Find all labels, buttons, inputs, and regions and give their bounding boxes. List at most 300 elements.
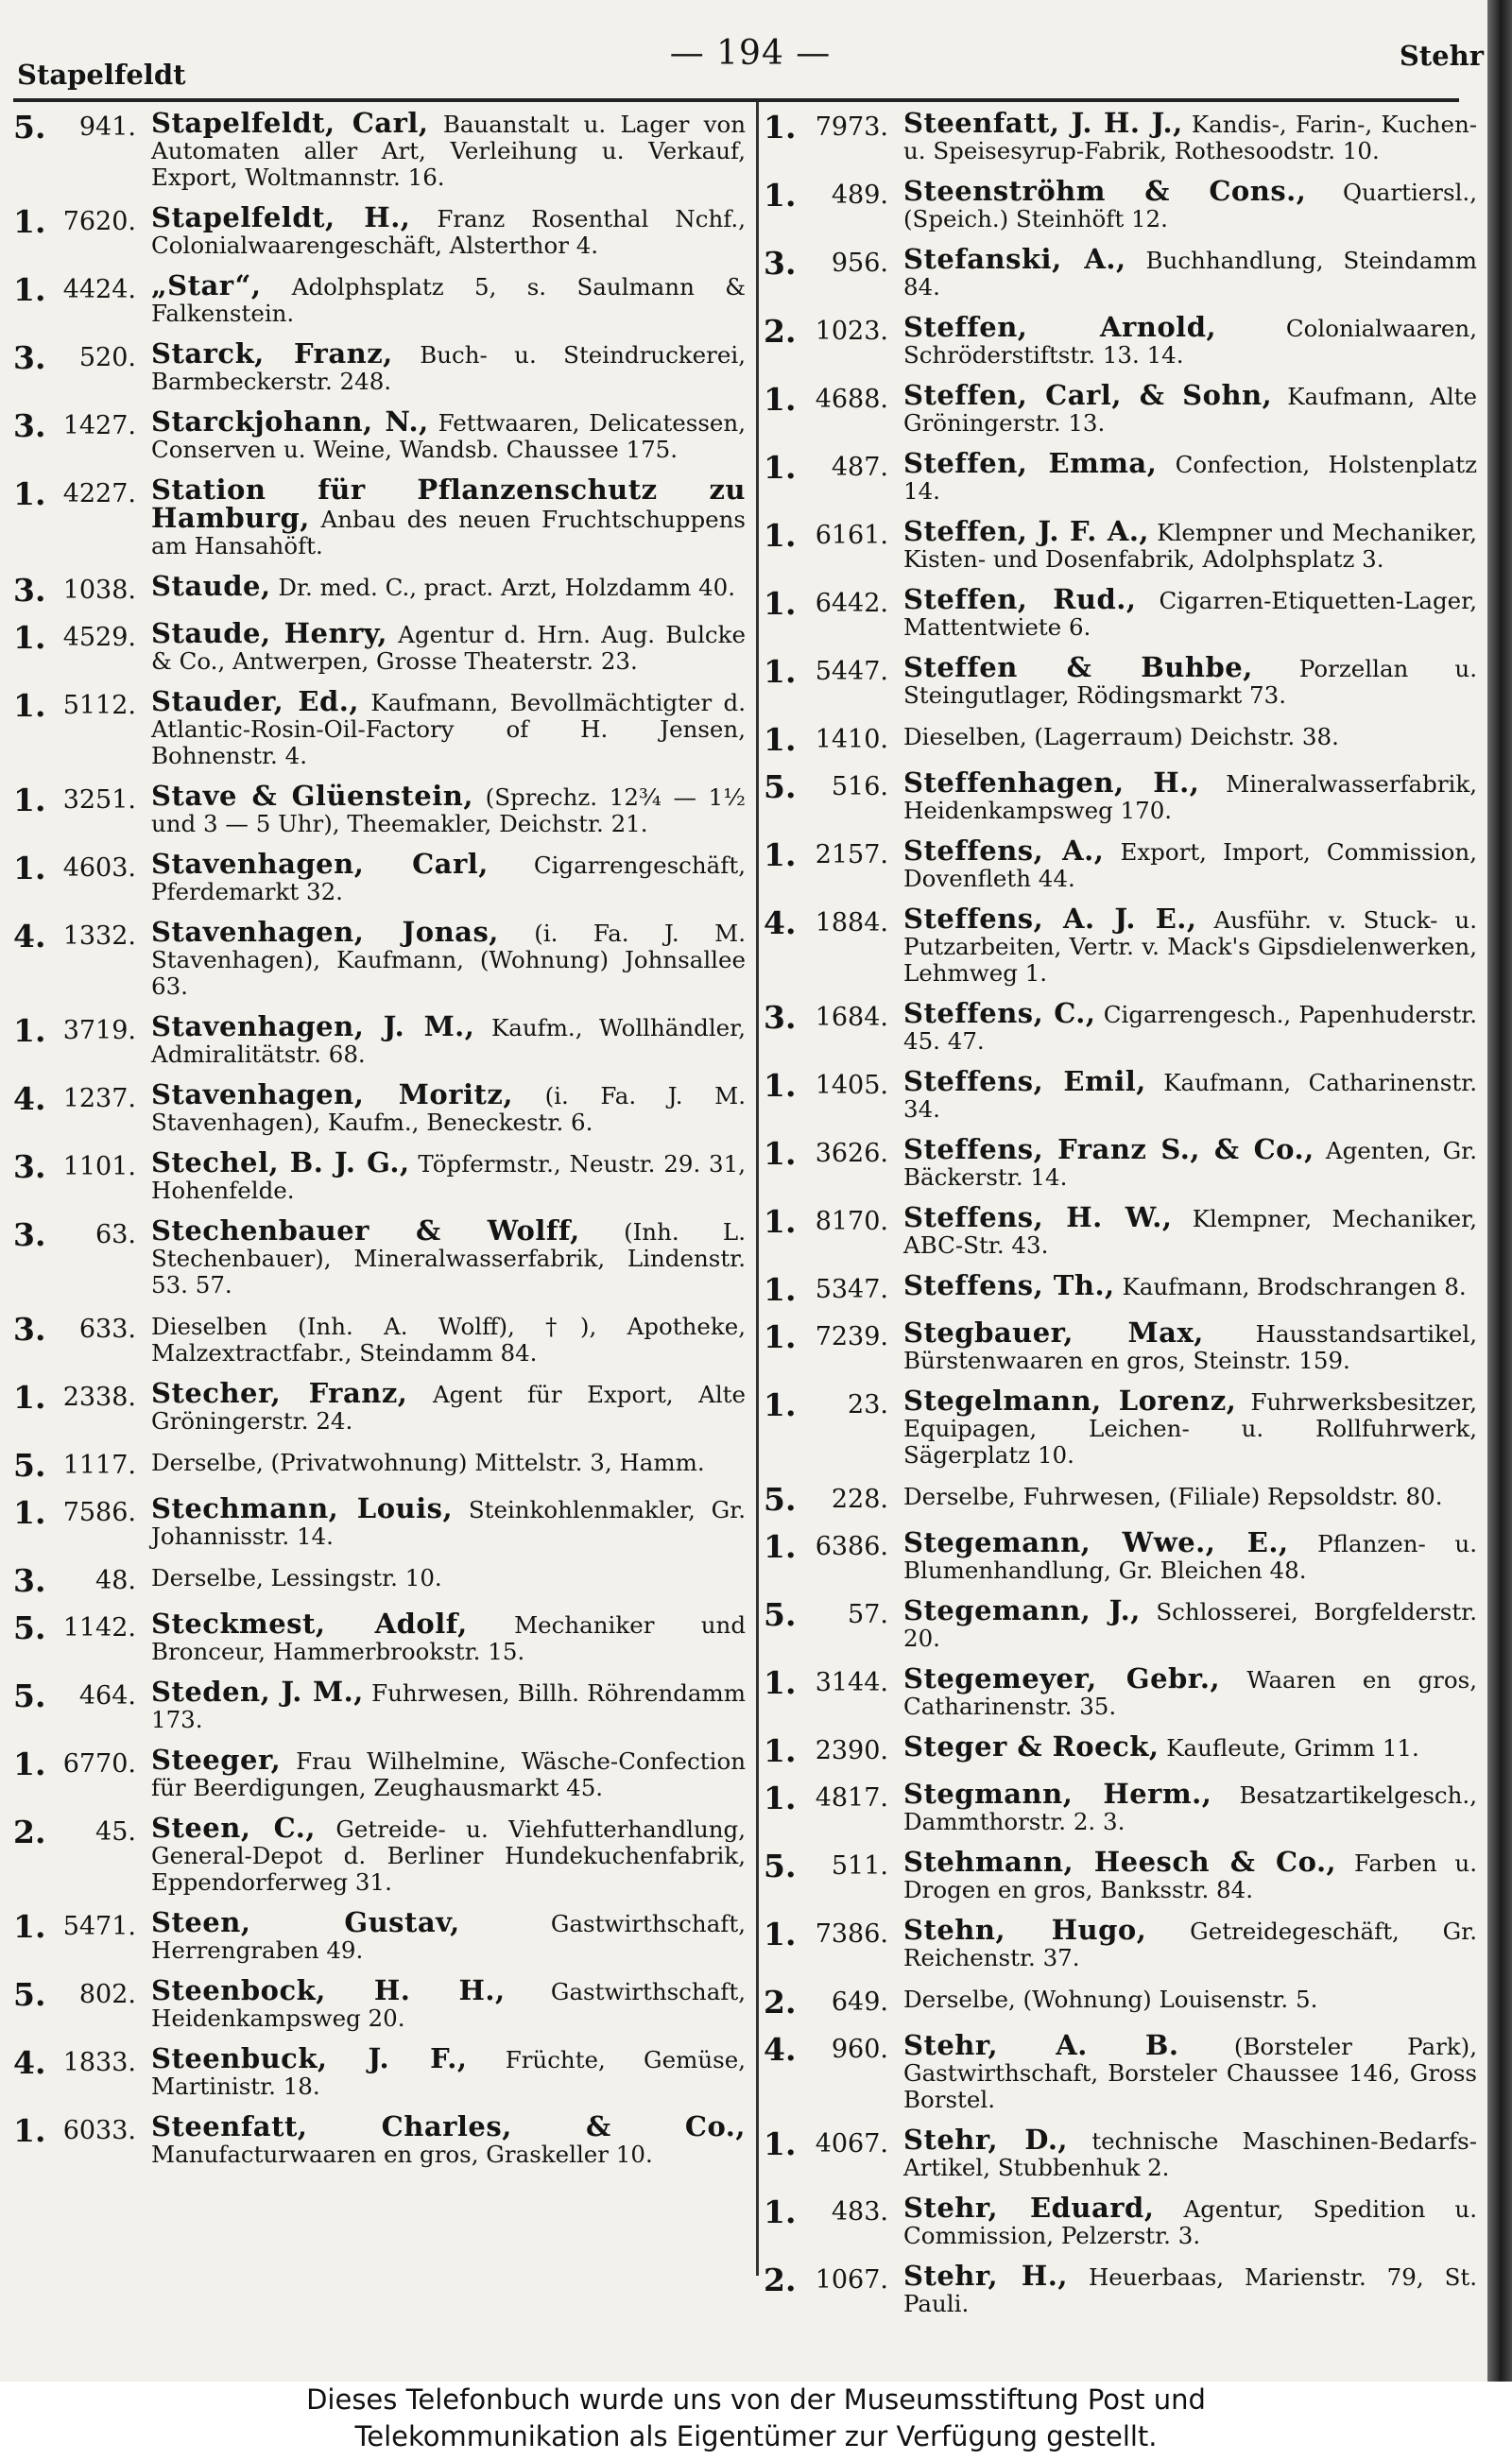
directory-entry [764,2262,1477,2317]
entry-details: Mechaniker und Bronceur, Hammerbrookstr. 15. [151,1611,746,1665]
entry-zone: 5. [13,1976,46,2013]
directory-entry [13,617,746,675]
entry-name: Stave & Glüenstein, [151,780,473,812]
entry-zone: 1. [764,381,797,418]
entry-name: Station für Pflanzenschutz zu Hamburg, [151,473,746,534]
footer-line-1: Dieses Telefonbuch wurde uns von der Museumsstiftung Post und [306,2383,1206,2416]
entry-phone-number: 7620. [62,207,136,236]
entry-phone-number: 1884. [815,908,888,938]
entry-text [903,175,1477,232]
entry-name: Stegbauer, Max, [903,1316,1204,1349]
entry-zone: 4. [13,918,46,955]
entry-text [903,834,1477,892]
entry-details: Confection, Holstenplatz 14. [903,451,1477,505]
directory-entry [764,1482,1477,1516]
entry-phone-number: 483. [831,2197,888,2227]
entry-phone-number: 4603. [62,853,136,883]
directory-entry [13,473,746,559]
entry-zone: 1. [764,1528,797,1565]
entry-name: Staude, Henry, [151,617,387,649]
entry-text [903,1730,1477,1763]
header-first-entry: Stapelfeldt [17,59,186,91]
entry-text [151,1492,746,1550]
entry-text [903,2029,1477,2113]
entry-details: Derselbe, Fuhrwesen, (Filiale) Repsoldstr. 80. [903,1483,1443,1510]
directory-entry [764,243,1477,301]
entry-details: Agentur, Spedition u. Commission, Pelzerstr. 3. [903,2195,1477,2249]
entry-zone: 5. [764,1596,797,1633]
entry-zone: 1. [764,449,797,486]
entry-name: Steffen & Buhbe, [903,651,1253,683]
entry-text [151,337,746,395]
entry-name: Steenfatt, J. H. J., [903,107,1183,139]
entry-zone: 1. [764,1386,797,1423]
entry-zone: 1. [764,653,797,690]
directory-entry [764,2126,1477,2181]
entry-phone-number: 1332. [62,921,136,951]
entry-details: Fuhrwerksbesitzer, Equipagen, Leichen- u. Rollfuhrwerk, Sägerplatz 10. [903,1388,1477,1469]
directory-entry [13,107,746,191]
entry-zone: 1. [764,836,797,873]
entry-phone-number: 4688. [815,385,888,414]
entry-details: Schlosserei, Borgfelderstr. 20. [903,1598,1477,1652]
entry-details: Kaufmann, Alte Gröningerstr. 13. [903,383,1477,437]
directory-entry [764,1526,1477,1584]
entry-name: Steffens, Emil, [903,1065,1146,1097]
entry-name: Stavenhagen, J. M., [151,1010,475,1042]
entry-zone: 1. [13,687,46,724]
entry-phone-number: 1142. [62,1613,136,1643]
directory-entry [764,1730,1477,1769]
entry-text [903,1780,1477,1835]
directory-entry [764,651,1477,709]
entry-text [903,1985,1477,2013]
entry-details: Anbau des neuen Fruchtschuppens am Hansahöft. [151,506,746,559]
directory-entry [764,1662,1477,1720]
entry-name: Steenfatt, Charles, & Co., [151,2110,746,2142]
entry-zone: 5. [13,109,46,146]
entry-phone-number: 2338. [62,1383,136,1412]
directory-entry [764,379,1477,437]
directory-entry [764,447,1477,505]
entry-details: Dieselben, (Lagerraum) Deichstr. 38. [903,723,1339,750]
entry-name: Stapelfeldt, H., [151,201,411,233]
entry-text [151,1146,746,1204]
entry-phone-number: 633. [78,1315,136,1344]
entry-text [151,1448,746,1476]
entry-phone-number: 6770. [62,1749,136,1779]
entry-name: Stecher, Franz, [151,1377,408,1409]
entry-zone: 5. [764,1481,797,1518]
entry-details: Buch- u. Steindruckerei, Barmbeckerstr. 248. [151,341,746,395]
entry-zone: 1. [13,1012,46,1049]
entry-phone-number: 5347. [815,1275,888,1304]
entry-zone: 2. [764,2262,797,2298]
entry-text [151,1010,746,1068]
entry-zone: 1. [764,1318,797,1355]
entry-name: Starck, Franz, [151,337,393,370]
directory-entry [764,1269,1477,1308]
entry-zone: 1. [13,2112,46,2149]
entry-zone: 3. [13,407,46,444]
entry-details: Manufacturwaaren en gros, Graskeller 10. [151,2141,653,2168]
entry-details: Quartiersl., (Speich.) Steinhöft 12. [903,179,1477,232]
entry-text [151,2110,746,2168]
directory-entry [13,1146,746,1204]
entry-name: Stechenbauer & Wolff, [151,1214,580,1247]
entry-zone: 1. [764,1780,797,1816]
directory-entry [13,1906,746,1964]
entry-zone: 3. [764,245,797,282]
entry-text [903,1316,1477,1374]
entry-phone-number: 8170. [815,1207,888,1236]
entry-name: Stechmann, Louis, [151,1492,454,1524]
entry-zone: 3. [13,1148,46,1185]
entry-phone-number: 802. [78,1980,136,2009]
entry-text [151,848,746,905]
entry-text [151,1906,746,1964]
entry-details: Farben u. Drogen en gros, Banksstr. 84. [903,1849,1477,1903]
entry-text [903,243,1477,301]
entry-details: Steinkohlenmakler, Gr. Johannisstr. 14. [151,1496,746,1550]
entry-name: Steffen, J. F. A., [903,515,1150,547]
entry-text [903,379,1477,437]
entry-text [903,311,1477,369]
entry-zone: 3. [13,339,46,376]
entry-name: Stehr, A. B. [903,2029,1179,2061]
directory-entry [13,916,746,1000]
entry-zone: 1. [764,585,797,622]
entry-name: Steger & Roeck, [903,1730,1160,1763]
entry-details: (i. Fa. J. M. Stavenhagen), Kaufmann, (Wohnung) Johnsallee 63. [151,920,746,1000]
entry-name: Steffens, Franz S., & Co., [903,1133,1314,1165]
entry-zone: 1. [764,2125,797,2162]
scan-edge [1487,0,1512,2382]
entry-name: Steen, Gustav, [151,1906,460,1938]
entry-name: Steffenhagen, H., [903,766,1200,799]
directory-entry [13,2042,746,2100]
entry-zone: 1. [13,271,46,308]
entry-name: Stegemann, J., [903,1594,1141,1626]
entry-text [903,2194,1477,2249]
directory-entry [13,1746,746,1801]
entry-name: Stegelmann, Lorenz, [903,1385,1237,1417]
directory-entry [13,269,746,327]
directory-entry [764,1316,1477,1374]
entry-zone: 3. [13,1562,46,1599]
entry-name: Stavenhagen, Moritz, [151,1078,513,1110]
entry-phone-number: 7239. [815,1322,888,1351]
entry-details: Mineralwasserfabrik, Heidenkampsweg 170. [903,770,1477,824]
directory-entry [13,780,746,837]
entry-zone: 1. [764,1732,797,1769]
entry-details: Pflanzen- u. Blumenhandlung, Gr. Bleichen 48. [903,1530,1477,1584]
entry-details: Adolphsplatz 5, s. Saulmann & Falkenstein. [151,273,746,327]
entry-text [151,1974,746,2032]
directory-entry [764,1914,1477,1971]
entry-text [151,780,746,837]
entry-phone-number: 4227. [62,479,136,508]
entry-phone-number: 487. [831,453,888,482]
entry-name: Steffen, Carl, & Sohn, [903,379,1273,411]
entry-text [903,905,1477,987]
entry-name: Steden, J. M., [151,1676,364,1708]
entry-details: Hausstandsartikel, Bürstenwaaren en gros, Steinstr. 159. [903,1320,1477,1374]
entry-phone-number: 5112. [62,691,136,720]
entry-details: (Inh. L. Stechenbauer), Mineralwasserfabrik, Lindenstr. 53. 57. [151,1218,746,1299]
entry-zone: 2. [764,313,797,350]
entry-text [903,1662,1477,1720]
entry-phone-number: 6442. [815,589,888,618]
entry-details: Klempner, Mechaniker, ABC-Str. 43. [903,1205,1477,1259]
entry-text [903,2262,1477,2317]
directory-entry [13,1974,746,2032]
entry-name: Stegemann, Wwe., E., [903,1526,1289,1558]
entry-zone: 1. [13,1494,46,1531]
entry-details: Gastwirthschaft, Herrengraben 49. [151,1910,746,1964]
directory-entry [764,515,1477,573]
entry-text [903,1269,1477,1301]
entry-details: Früchte, Gemüse, Martinistr. 18. [151,2046,746,2100]
entry-text [903,107,1477,164]
entry-phone-number: 960. [831,2035,888,2064]
entry-zone: 1. [764,2193,797,2230]
directory-entry [13,1563,746,1597]
entry-name: Staude, [151,570,271,602]
entry-phone-number: 2390. [815,1736,888,1765]
entry-text [903,515,1477,573]
entry-phone-number: 7386. [815,1919,888,1949]
entry-name: Stehmann, Heesch & Co., [903,1846,1337,1878]
directory-entry [764,107,1477,164]
entry-name: Stehr, D., [903,2124,1069,2156]
entry-details: Gastwirthschaft, Heidenkampsweg 20. [151,1978,746,2032]
directory-entry [764,583,1477,641]
directory-entry [764,175,1477,232]
entry-phone-number: 1023. [815,317,888,346]
entry-name: Steffens, A., [903,834,1105,867]
entry-details: Agentur d. Hrn. Aug. Bulcke & Co., Antwerpen, Grosse Theaterstr. 23. [151,621,746,675]
entry-phone-number: 228. [831,1485,888,1514]
entry-details: Cigarren-Etiquetten-Lager, Mattentwiete 6. [903,587,1477,641]
entry-text [903,583,1477,641]
directory-entry [764,2029,1477,2113]
header-last-entry: Stehr [1399,40,1484,72]
entry-zone: 1. [764,1271,797,1308]
directory-entry [764,1985,1477,2019]
entry-zone: 1. [764,517,797,554]
entry-zone: 1. [764,721,797,758]
entry-text [151,473,746,559]
entry-details: Derselbe, (Wohnung) Louisenstr. 5. [903,1986,1318,2013]
directory-entry [764,722,1477,756]
entry-zone: 1. [13,1379,46,1416]
copyright-footer [0,2382,1512,2460]
entry-details: Colonialwaaren, Schröderstiftstr. 13. 14. [903,315,1477,369]
entry-name: Stavenhagen, Jonas, [151,916,499,948]
entry-phone-number: 6033. [62,2116,136,2145]
page-header [17,34,1484,91]
entry-text [151,1312,746,1367]
entry-details: Kandis-, Farin-, Kuchen- u. Speisesyrup-Fabrik, Rothesoodstr. 10. [903,111,1477,164]
left-column [13,107,747,2181]
entry-text [151,1377,746,1435]
directory-entry [13,1078,747,1136]
entry-text [151,916,746,1000]
directory-entry [13,1492,746,1550]
entry-text [903,651,1477,709]
entry-zone: 4. [13,2044,46,2081]
directory-entry [764,766,1477,824]
page-number: — 194 — [669,34,832,73]
entry-zone: 1. [764,1664,797,1701]
footer-line-2: Telekommunikation als Eigentümer zur Verfügung gestellt. [354,2420,1158,2452]
entry-zone: 4. [13,1080,46,1117]
directory-entry [764,997,1477,1055]
entry-name: Steffen, Emma, [903,447,1158,479]
entry-zone: 1. [764,177,797,214]
entry-zone: 3. [764,999,797,1036]
entry-phone-number: 489. [831,181,888,210]
entry-zone: 2. [13,1814,46,1850]
entry-details: Töpfermstr., Neustr. 29. 31, Hohenfelde. [151,1150,746,1204]
entry-phone-number: 1117. [62,1451,136,1480]
entry-text [903,1594,1477,1652]
entry-name: Starckjohann, N., [151,405,429,438]
entry-details: Kaufmann, Bevollmächtigter d. Atlantic-Rosin-Oil-Factory of H. Jensen, Bohnenstr. 4. [151,689,746,769]
entry-phone-number: 7586. [62,1498,136,1527]
directory-entry [13,1312,746,1367]
entry-zone: 4. [764,904,797,941]
entry-name: Stavenhagen, Carl, [151,848,489,880]
entry-details: Fettwaaren, Delicatessen, Conserven u. Weine, Wandsb. Chaussee 175. [151,409,746,463]
directory-entry [764,1387,1477,1469]
entry-text [903,766,1477,824]
entry-phone-number: 3144. [815,1668,888,1697]
entry-text [151,617,746,675]
entry-phone-number: 3251. [62,785,136,815]
entry-zone: 1. [13,475,46,512]
entry-name: „Star“, [151,269,262,301]
directory-entry [764,1594,1477,1652]
entry-zone: 5. [13,1447,46,1484]
directory-entry [13,2110,746,2168]
entry-phone-number: 511. [831,1851,888,1881]
directory-entry [764,1065,1477,1123]
column-divider [756,102,759,2276]
entry-details: Heuerbaas, Marienstr. 79, St. Pauli. [903,2263,1477,2317]
directory-entry [764,1133,1477,1191]
entry-details: Cigarrengeschäft, Pferdemarkt 32. [151,852,746,905]
entry-name: Steffens, H. W., [903,1201,1173,1233]
entry-phone-number: 520. [78,343,136,372]
entry-details: Agenten, Gr. Bäckerstr. 14. [903,1137,1477,1191]
entry-phone-number: 3626. [815,1139,888,1168]
entry-phone-number: 2157. [815,840,888,869]
entry-text [903,1133,1477,1191]
entry-name: Stegemeyer, Gebr., [903,1662,1221,1694]
entry-phone-number: 1405. [815,1071,888,1100]
entry-phone-number: 649. [831,1987,888,2017]
entry-details: (Sprechz. 12¾ — 1½ und 3 — 5 Uhr), Theemakler, Deichstr. 21. [151,783,746,837]
directory-entry [764,1201,1477,1259]
entry-zone: 1. [13,1746,46,1782]
entry-zone: 1. [13,619,46,656]
directory-entry [13,848,746,905]
entry-details: Buchhandlung, Steindamm 84. [903,247,1477,301]
directory-entry [13,201,746,259]
entry-zone: 5. [764,1848,797,1884]
directory-entry [13,1812,747,1896]
entry-text [151,405,746,463]
entry-details: Kaufm., Wollhändler, Admiralitätstr. 68. [151,1014,746,1068]
entry-zone: 1. [13,850,46,886]
entry-name: Steffens, C., [903,997,1096,1029]
entry-name: Steffen, Rud., [903,583,1137,615]
entry-name: Steffens, A. J. E., [903,903,1197,935]
directory-entry [13,1010,746,1068]
entry-phone-number: 48. [95,1566,136,1595]
entry-phone-number: 1038. [62,576,136,605]
entry-name: Steffen, Arnold, [903,311,1217,343]
entry-details: (i. Fa. J. M. Stavenhagen), Kaufm., Beneckestr. 6. [151,1082,747,1136]
entry-phone-number: 45. [95,1817,136,1847]
entry-details: Kaufmann, Brodschrangen 8. [1122,1273,1467,1300]
directory-entry [13,570,746,609]
entry-phone-number: 5447. [815,657,888,686]
header-rule [13,98,1459,102]
entry-text [903,1482,1477,1510]
entry-details: Getreidegeschäft, Gr. Reichenstr. 37. [903,1918,1477,1971]
entry-phone-number: 3719. [62,1016,136,1045]
directory-entry [13,1448,746,1482]
entry-phone-number: 63. [95,1220,136,1249]
entry-zone: 3. [13,1311,46,1348]
entry-zone: 1. [764,1067,797,1104]
entry-name: Steenströhm & Cons., [903,175,1307,207]
entry-text [151,1746,746,1801]
entry-text [151,2042,746,2100]
directory-entry [764,1780,1477,1835]
entry-text [903,1201,1477,1259]
entry-text [151,107,746,191]
directory-entry [764,2194,1477,2249]
entry-phone-number: 956. [831,249,888,278]
entry-phone-number: 4067. [815,2129,888,2159]
entry-text [151,1812,747,1896]
entry-details: Dieselben (Inh. A. Wolff), †), Apotheke, Malzextractfabr., Steindamm 84. [151,1313,746,1367]
directory-entry [13,1610,746,1665]
entry-text [903,2126,1477,2181]
entry-phone-number: 1684. [815,1003,888,1032]
entry-text [151,1678,746,1733]
entry-name: Stechel, B. J. G., [151,1146,410,1178]
entry-details: Ausführ. v. Stuck- u. Putzarbeiten, Vertr. v. Mack's Gipsdielenwerken, Lehmweg 1. [903,906,1477,987]
entry-details: technische Maschinen-Bedarfs-Artikel, Stubbenhuk 2. [903,2127,1477,2181]
entry-phone-number: 57. [848,1600,888,1629]
entry-text [151,1563,746,1591]
entry-text [151,1610,746,1665]
entry-phone-number: 6161. [815,521,888,550]
entry-text [903,1914,1477,1971]
entry-text [151,201,746,259]
entry-text [903,1065,1477,1123]
entry-phone-number: 1410. [815,725,888,754]
entry-details: Export, Import, Commission, Dovenfleth 44. [903,838,1477,892]
entry-name: Steffens, Th., [903,1269,1115,1301]
entry-zone: 5. [13,1609,46,1646]
directory-entry [13,1214,746,1299]
